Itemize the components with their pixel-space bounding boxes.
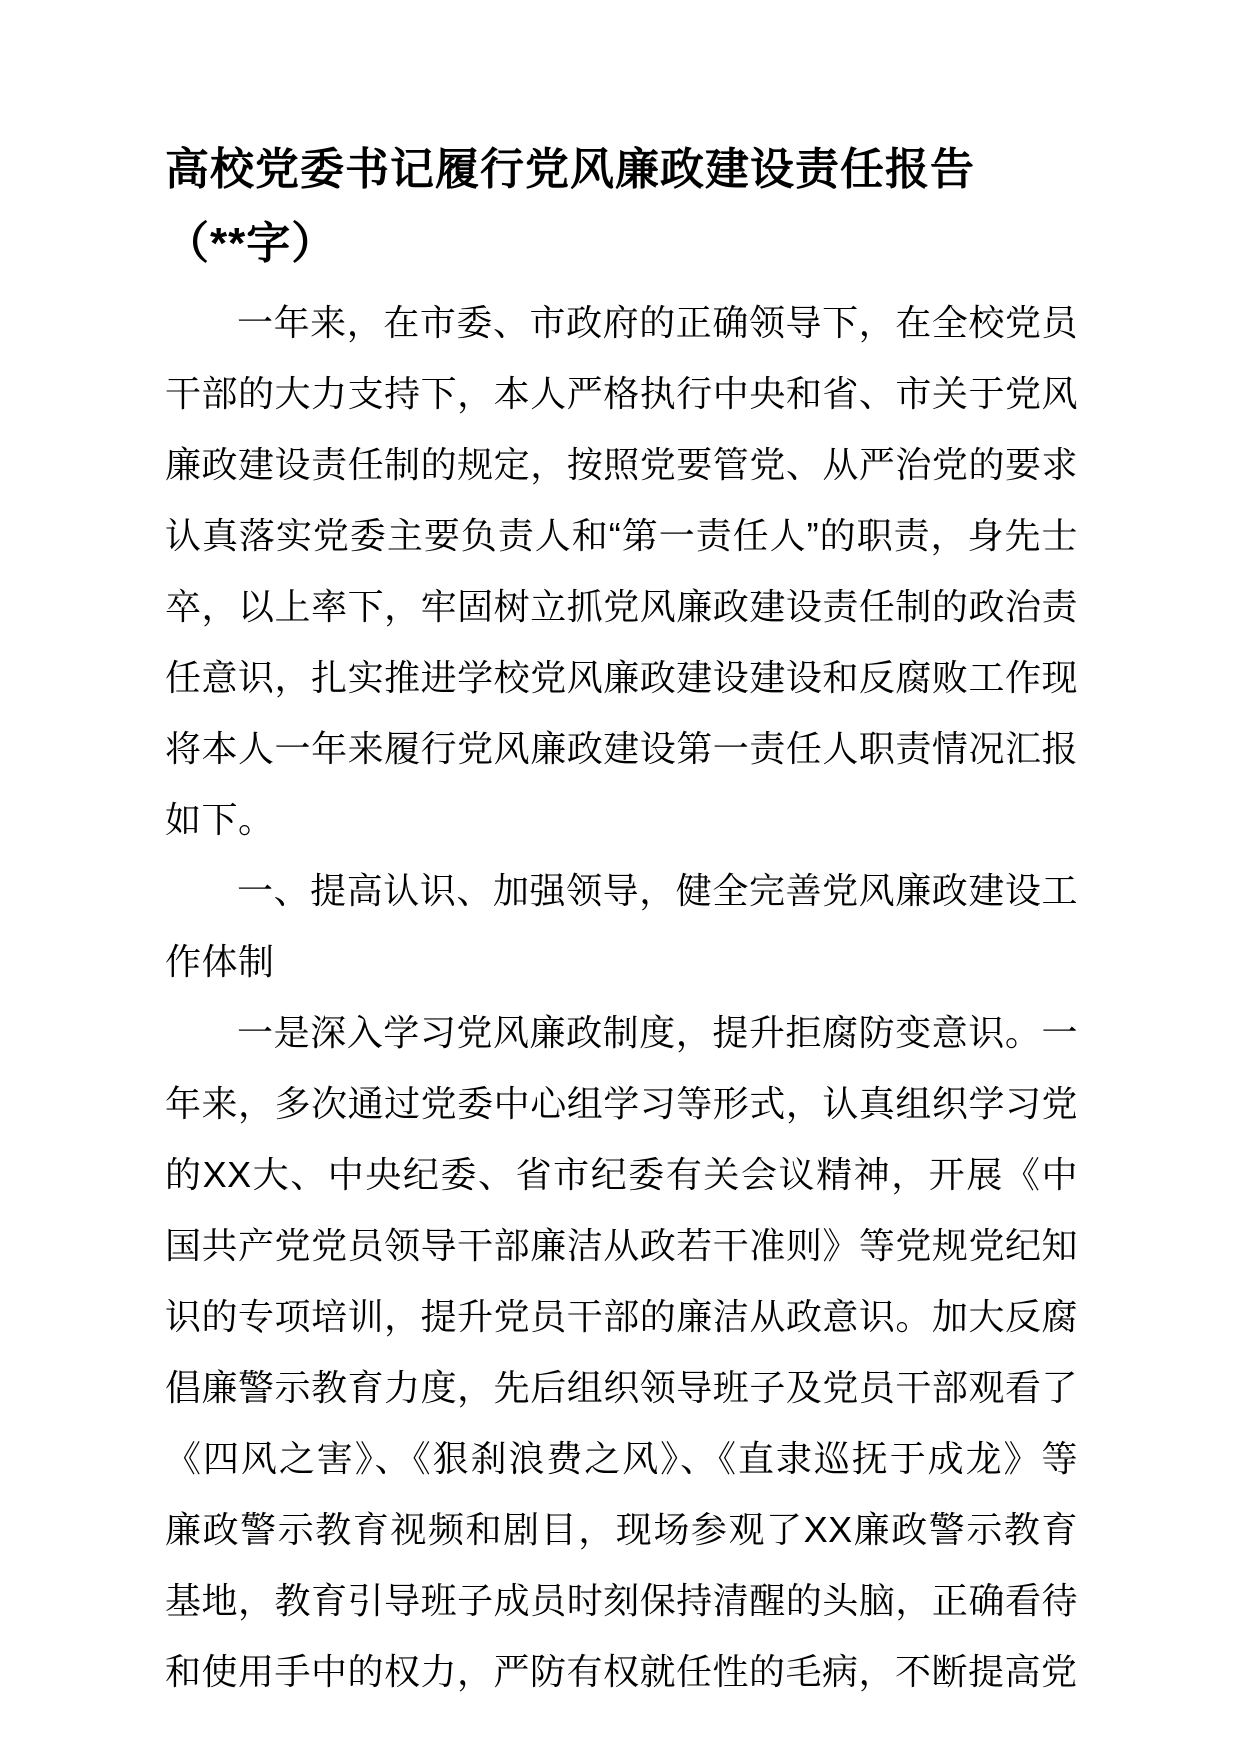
document-title-line-1: 高校党委书记履行党风廉政建设责任报告 [165,145,975,194]
document-title [165,133,1078,281]
section-heading-1: 一、提高认识、加强领导，健全完善党风廉政建设工作体制 [165,870,1078,982]
paragraph-section-1-body: 一是深入学习党风廉政制度，提升拒腐防变意识。一年来，多次通过党委中心组学习等形式，认真组织学习党的XX大、中央纪委、省市纪委有关会议精神，开展《中国共产党党员领导干部廉洁从政若干准则》等党规党纪知识的专项培训，提升党员干部的廉洁从政意识。加大反腐倡廉警示教育力度，先后组织领导班子及党员干部观看了《四风之害》、《狠刹浪费之风》、《直隶巡抚于成龙》等廉政警示教育视频和剧目，现场参观了XX廉政警示教育基地，教育引导班子成员时刻保持清醒的头脑，正确看待和使用手中的权力，严防有权就任性的毛病，不断提高党 [165,1012,1078,1692]
paragraph-intro: 一年来，在市委、市政府的正确领导下，在全校党员干部的大力支持下，本人严格执行中央和省、市关于党风廉政建设责任制的规定，按照党要管党、从严治党的要求认真落实党委主要负责人和“第一责任人”的职责，身先士卒，以上率下，牢固树立抓党风廉政建设责任制的政治责任意识，扎实推进学校党风廉政建设建设和反腐败工作现将本人一年来履行党风廉政建设第一责任人职责情况汇报如下。 [165,302,1078,840]
document-title-line-2: （**字） [165,219,337,268]
